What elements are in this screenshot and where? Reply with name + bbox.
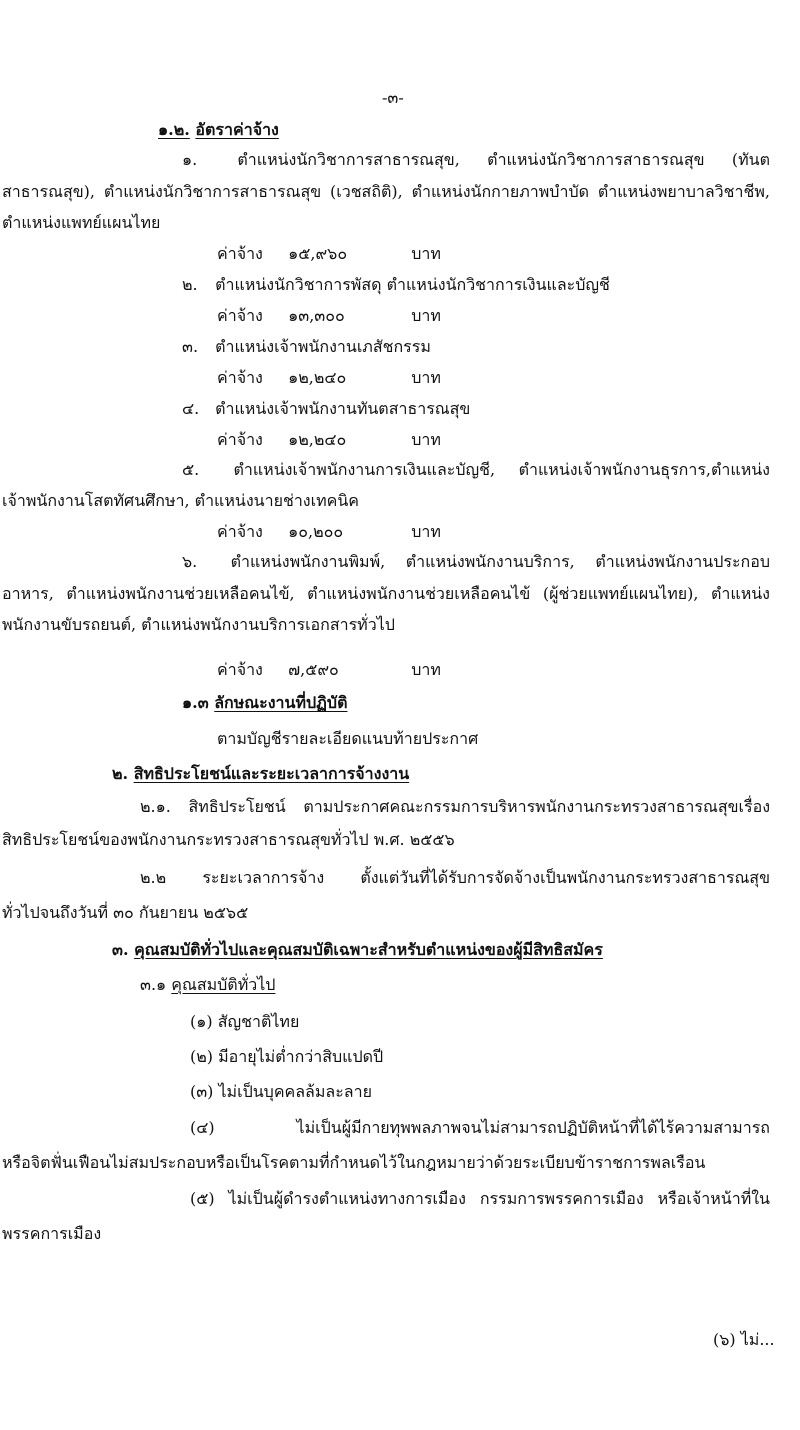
section-3-1-title: คุณสมบัติทั่วไป	[171, 975, 276, 994]
qualification-item-5-line-2: พรรคการเมือง	[2, 1224, 102, 1243]
section-2-2-line-2: ทั่วไปจนถึงวันที่ ๓๐ กันยายน ๒๕๖๕	[2, 903, 249, 922]
section-1-3-heading	[182, 693, 347, 712]
section-2-2-line-1: ๒.๒ ระยะเวลาการจ้าง ตั้งแต่วันที่ได้รับการจัดจ้างเป็นพนักงานกระทรวงสาธารณสุข	[140, 868, 770, 887]
section-1-3-number: ๑.๓	[182, 693, 209, 712]
wage-amount: ๑๓,๓๐๐	[288, 306, 345, 325]
section-2-heading	[112, 764, 409, 783]
section-1-2-heading	[158, 120, 279, 139]
section-1-3-text: ตามบัญชีรายละเอียดแนบท้ายประกาศ	[217, 729, 479, 748]
section-3-1-number: ๓.๑	[140, 975, 167, 994]
continuation-marker: (๖) ไม่...	[713, 1330, 775, 1349]
wage-item-2-line-1: ๒. ตำแหน่งนักวิชาการพัสดุ ตำแหน่งนักวิชาการเงินและบัญชี	[182, 275, 610, 294]
wage-item-3-line-1: ๓. ตำแหน่งเจ้าพนักงานเภสัชกรรม	[182, 337, 431, 356]
wage-item-1-line-3: ตำแหน่งแพทย์แผนไทย	[2, 213, 161, 232]
wage-row-5	[217, 522, 441, 541]
wage-amount: ๑๒,๒๔๐	[288, 430, 347, 449]
wage-amount: ๗,๕๙๐	[288, 660, 339, 679]
qualification-item-4-line-2: หรือจิตฟั่นเฟือนไม่สมประกอบหรือเป็นโรคตามที่กำหนดไว้ในกฎหมายว่าด้วยระเบียบข้าราชการพลเรือน	[2, 1153, 706, 1172]
wage-item-5-line-2: เจ้าพนักงานโสตทัศนศึกษา, ตำแหน่งนายช่างเทคนิค	[2, 491, 359, 510]
qualification-item-2: (๒) มีอายุไม่ต่ำกว่าสิบแปดปี	[190, 1047, 384, 1066]
section-1-2-title: อัตราค่าจ้าง	[195, 120, 279, 139]
wage-amount: ๑๒,๒๔๐	[288, 368, 347, 387]
section-1-2-number: ๑.๒.	[158, 120, 190, 139]
wage-unit: บาท	[411, 430, 441, 449]
section-3-heading	[112, 940, 603, 959]
wage-unit: บาท	[411, 522, 441, 541]
wage-row-6	[217, 660, 441, 679]
page-number: -๓-	[382, 88, 404, 107]
wage-label: ค่าจ้าง	[217, 368, 263, 387]
wage-row-4	[217, 430, 441, 449]
wage-amount: ๑๕,๙๖๐	[288, 244, 348, 263]
wage-amount: ๑๐,๒๐๐	[288, 522, 344, 541]
qualification-item-1: (๑) สัญชาติไทย	[190, 1012, 300, 1031]
wage-row-1	[217, 244, 441, 263]
wage-unit: บาท	[411, 660, 441, 679]
wage-label: ค่าจ้าง	[217, 244, 263, 263]
wage-row-2	[217, 306, 441, 325]
wage-item-6-line-1: ๖. ตำแหน่งพนักงานพิมพ์, ตำแหน่งพนักงานบริการ, ตำแหน่งพนักงานประกอบ	[182, 552, 771, 571]
qualification-item-3: (๓) ไม่เป็นบุคคลล้มละลาย	[190, 1082, 372, 1101]
qualification-item-5-line-1: (๕) ไม่เป็นผู้ดำรงตำแหน่งทางการเมือง กรรมการพรรคการเมือง หรือเจ้าหน้าที่ใน	[190, 1189, 770, 1208]
qualification-item-4-line-1: (๔) ไม่เป็นผู้มีกายทุพพลภาพจนไม่สามารถปฏิบัติหน้าที่ได้ไร้ความสามารถ	[190, 1118, 770, 1137]
wage-item-4-line-1: ๔. ตำแหน่งเจ้าพนักงานทันตสาธารณสุข	[182, 399, 471, 418]
wage-item-6-line-3: พนักงานขับรถยนต์, ตำแหน่งพนักงานบริการเอกสารทั่วไป	[2, 615, 395, 634]
wage-item-6-line-2: อาหาร, ตำแหน่งพนักงานช่วยเหลือคนไข้, ตำแหน่งพนักงานช่วยเหลือคนไข้ (ผู้ช่วยแพทย์แผนไทย), ตำแหน่ง	[2, 584, 770, 603]
section-2-title: สิทธิประโยชน์และระยะเวลาการจ้างงาน	[133, 764, 410, 783]
section-2-1-line-2: สิทธิประโยชน์ของพนักงานกระทรวงสาธารณสุขทั่วไป พ.ศ. ๒๕๕๖	[2, 830, 455, 849]
section-3-1-heading	[140, 975, 275, 994]
wage-item-5-line-1: ๕. ตำแหน่งเจ้าพนักงานการเงินและบัญชี, ตำแหน่งเจ้าพนักงานธุรการ,ตำแหน่ง	[182, 460, 770, 479]
wage-row-3	[217, 368, 441, 387]
section-3-number: ๓.	[112, 940, 129, 959]
wage-item-1-line-2: สาธารณสุข), ตำแหน่งนักวิชาการสาธารณสุข (เวชสถิติ), ตำแหน่งนักกายภาพบำบัด ตำแหน่งพยาบาลวิชาชีพ,	[2, 182, 770, 201]
wage-label: ค่าจ้าง	[217, 660, 263, 679]
wage-label: ค่าจ้าง	[217, 430, 263, 449]
wage-unit: บาท	[411, 306, 441, 325]
section-3-title: คุณสมบัติทั่วไปและคุณสมบัติเฉพาะสำหรับตำแหน่งของผู้มีสิทธิสมัคร	[134, 940, 603, 959]
wage-item-1-line-1: ๑. ตำแหน่งนักวิชาการสาธารณสุข, ตำแหน่งนักวิชาการสาธารณสุข (ทันต	[182, 150, 770, 169]
section-2-number: ๒.	[112, 764, 129, 783]
wage-label: ค่าจ้าง	[217, 306, 263, 325]
section-2-1-line-1: ๒.๑. สิทธิประโยชน์ ตามประกาศคณะกรรมการบริหารพนักงานกระทรวงสาธารณสุขเรื่อง	[140, 797, 770, 816]
wage-unit: บาท	[411, 244, 441, 263]
wage-unit: บาท	[411, 368, 441, 387]
wage-label: ค่าจ้าง	[217, 522, 263, 541]
section-1-3-title: ลักษณะงานที่ปฏิบัติ	[214, 693, 348, 712]
